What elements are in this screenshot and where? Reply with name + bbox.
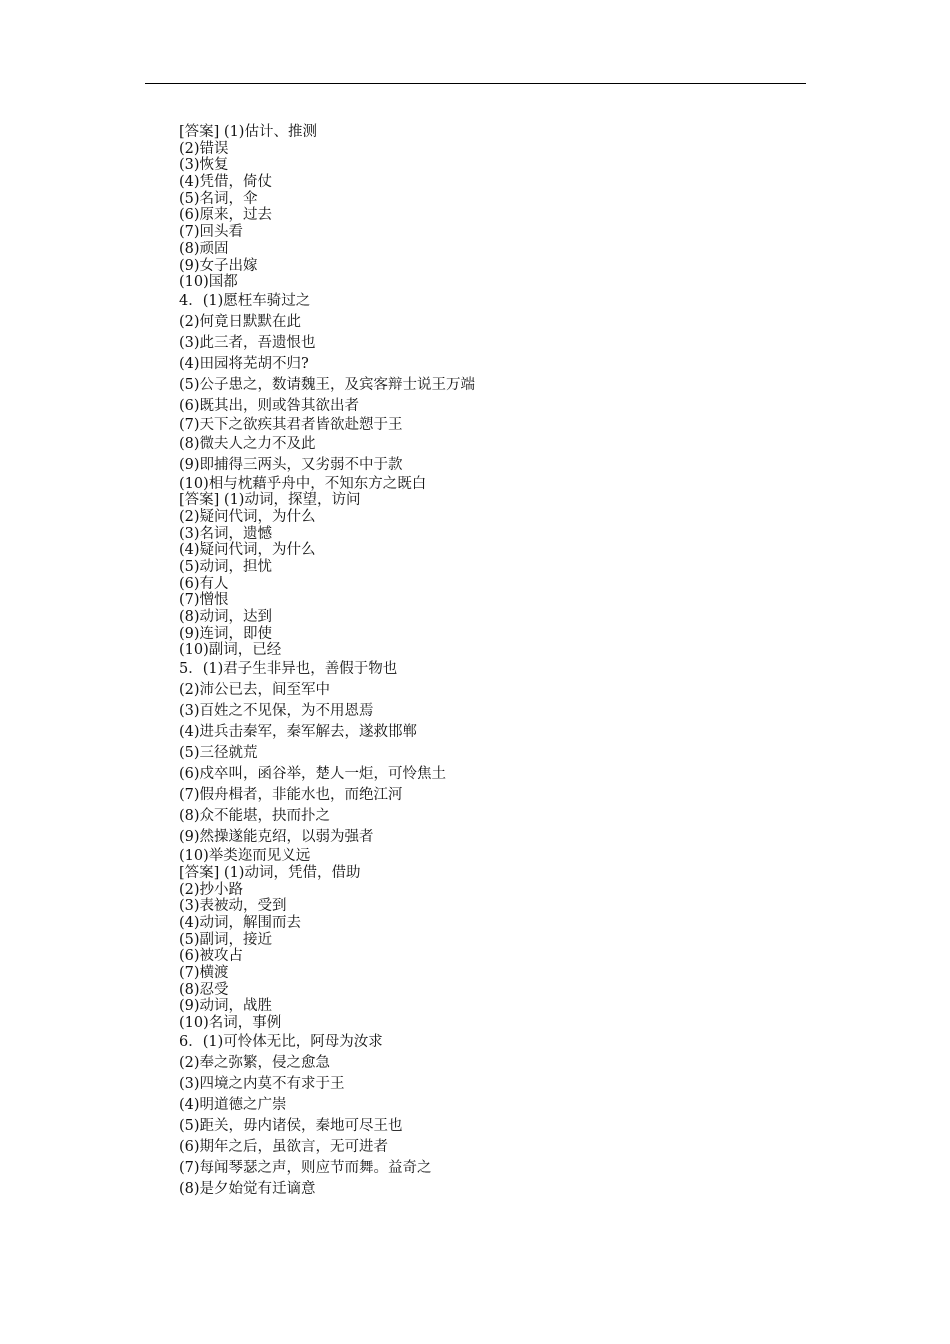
question-line: (3)四境之内莫不有求于王 (179, 1075, 345, 1092)
answer-line: (4)动词，解围而去 (179, 914, 302, 931)
answer-line: (10)副词，已经 (179, 642, 282, 659)
question-line: (4)田园将芜胡不归? (179, 355, 309, 372)
question-line: (2)沛公已去，间至军中 (179, 682, 331, 699)
question-line: (4)明道德之广崇 (179, 1096, 287, 1113)
answer-line: (6)被攻占 (179, 948, 244, 965)
answer-line: (3)名词，遗憾 (179, 525, 273, 542)
answer-line: (8)顽固 (179, 240, 229, 257)
answer-line: (6)有人 (179, 575, 229, 592)
question-line: (4)进兵击秦军，秦军解去，遂救邯郸 (179, 724, 418, 741)
answer-line: (3)表被动，受到 (179, 898, 287, 915)
answer-line: (7)天下之欲疾其君者皆欲赴愬于王 (179, 416, 403, 433)
question-line: (8)众不能堪，抉而扑之 (179, 808, 331, 825)
question-line: (6)既其出，则或咎其欲出者 (179, 397, 360, 414)
answer-line: (8)忍受 (179, 981, 229, 998)
answer-line: (10)举类迩而见义远 (179, 848, 311, 865)
question-line: (5)距关，毋内诸侯，秦地可尽王也 (179, 1117, 403, 1134)
question-line: 6．(1)可怜体无比，阿母为汝求 (179, 1033, 383, 1050)
answer-line: (8)动词，达到 (179, 609, 273, 626)
question-line: (3)此三者，吾遗恨也 (179, 334, 316, 351)
answer-line: (5)副词，接近 (179, 931, 273, 948)
question-line: (7)每闻琴瑟之声，则应节而舞。益奇之 (179, 1159, 432, 1176)
answer-line: (7)回头看 (179, 224, 244, 241)
question-line: (5)公子患之，数请魏王，及宾客辩士说王万端 (179, 376, 476, 393)
question-line: (7)假舟楫者，非能水也，而绝江河 (179, 787, 403, 804)
answer-line: [答案] (1)动词，凭借，借助 (179, 864, 361, 881)
question-line: (8)微夫人之力不及此 (179, 435, 316, 452)
question-line: (5)三径就荒 (179, 745, 258, 762)
question-line: (3)百姓之不见保，为不用恩焉 (179, 703, 374, 720)
answer-line: (7)憎恨 (179, 592, 229, 609)
question-line: (9)即捕得三两头，又劣弱不中于款 (179, 456, 403, 473)
answer-line: (9)连词，即使 (179, 625, 273, 642)
question-line: (2)奉之弥繁，侵之愈急 (179, 1054, 331, 1071)
question-line: (2)何竟日默默在此 (179, 313, 302, 330)
question-line: (8)是夕始觉有迁谪意 (179, 1180, 316, 1197)
answer-line: (2)错误 (179, 140, 229, 157)
document-body (179, 124, 799, 1200)
answer-line: (10)国都 (179, 274, 238, 291)
answer-line: (4)疑问代词，为什么 (179, 542, 316, 559)
answer-line: (9)女子出嫁 (179, 257, 258, 274)
answer-line: (10)名词，事例 (179, 1015, 282, 1031)
answer-line: (7)横渡 (179, 964, 229, 981)
answer-line: (5)动词，担忧 (179, 559, 273, 575)
answer-line: (2)疑问代词，为什么 (179, 508, 316, 525)
question-line: (9)然操遂能克绍，以弱为强者 (179, 829, 374, 846)
question-line: (6)戍卒叫，函谷举，楚人一炬，可怜焦土 (179, 766, 447, 783)
answer-line: (9)动词，战胜 (179, 998, 273, 1015)
answer-line: (10)相与枕藉乎舟中，不知东方之既白 (179, 475, 427, 492)
answer-line: (3)恢复 (179, 157, 229, 174)
question-line: (6)期年之后，虽欲言，无可进者 (179, 1138, 389, 1155)
answer-line: (5)名词，伞 (179, 190, 258, 207)
question-line: 4．(1)愿枉车骑过之 (179, 292, 311, 309)
header-rule (145, 83, 806, 84)
question-line: 5．(1)君子生非异也，善假于物也 (179, 661, 398, 678)
answer-line: (6)原来，过去 (179, 207, 273, 224)
answer-line: [答案] (1)估计、推测 (179, 124, 317, 140)
answer-line: (2)抄小路 (179, 881, 244, 898)
answer-line: [答案] (1)动词，探望，访问 (179, 492, 361, 509)
answer-line: (4)凭借，倚仗 (179, 174, 273, 191)
